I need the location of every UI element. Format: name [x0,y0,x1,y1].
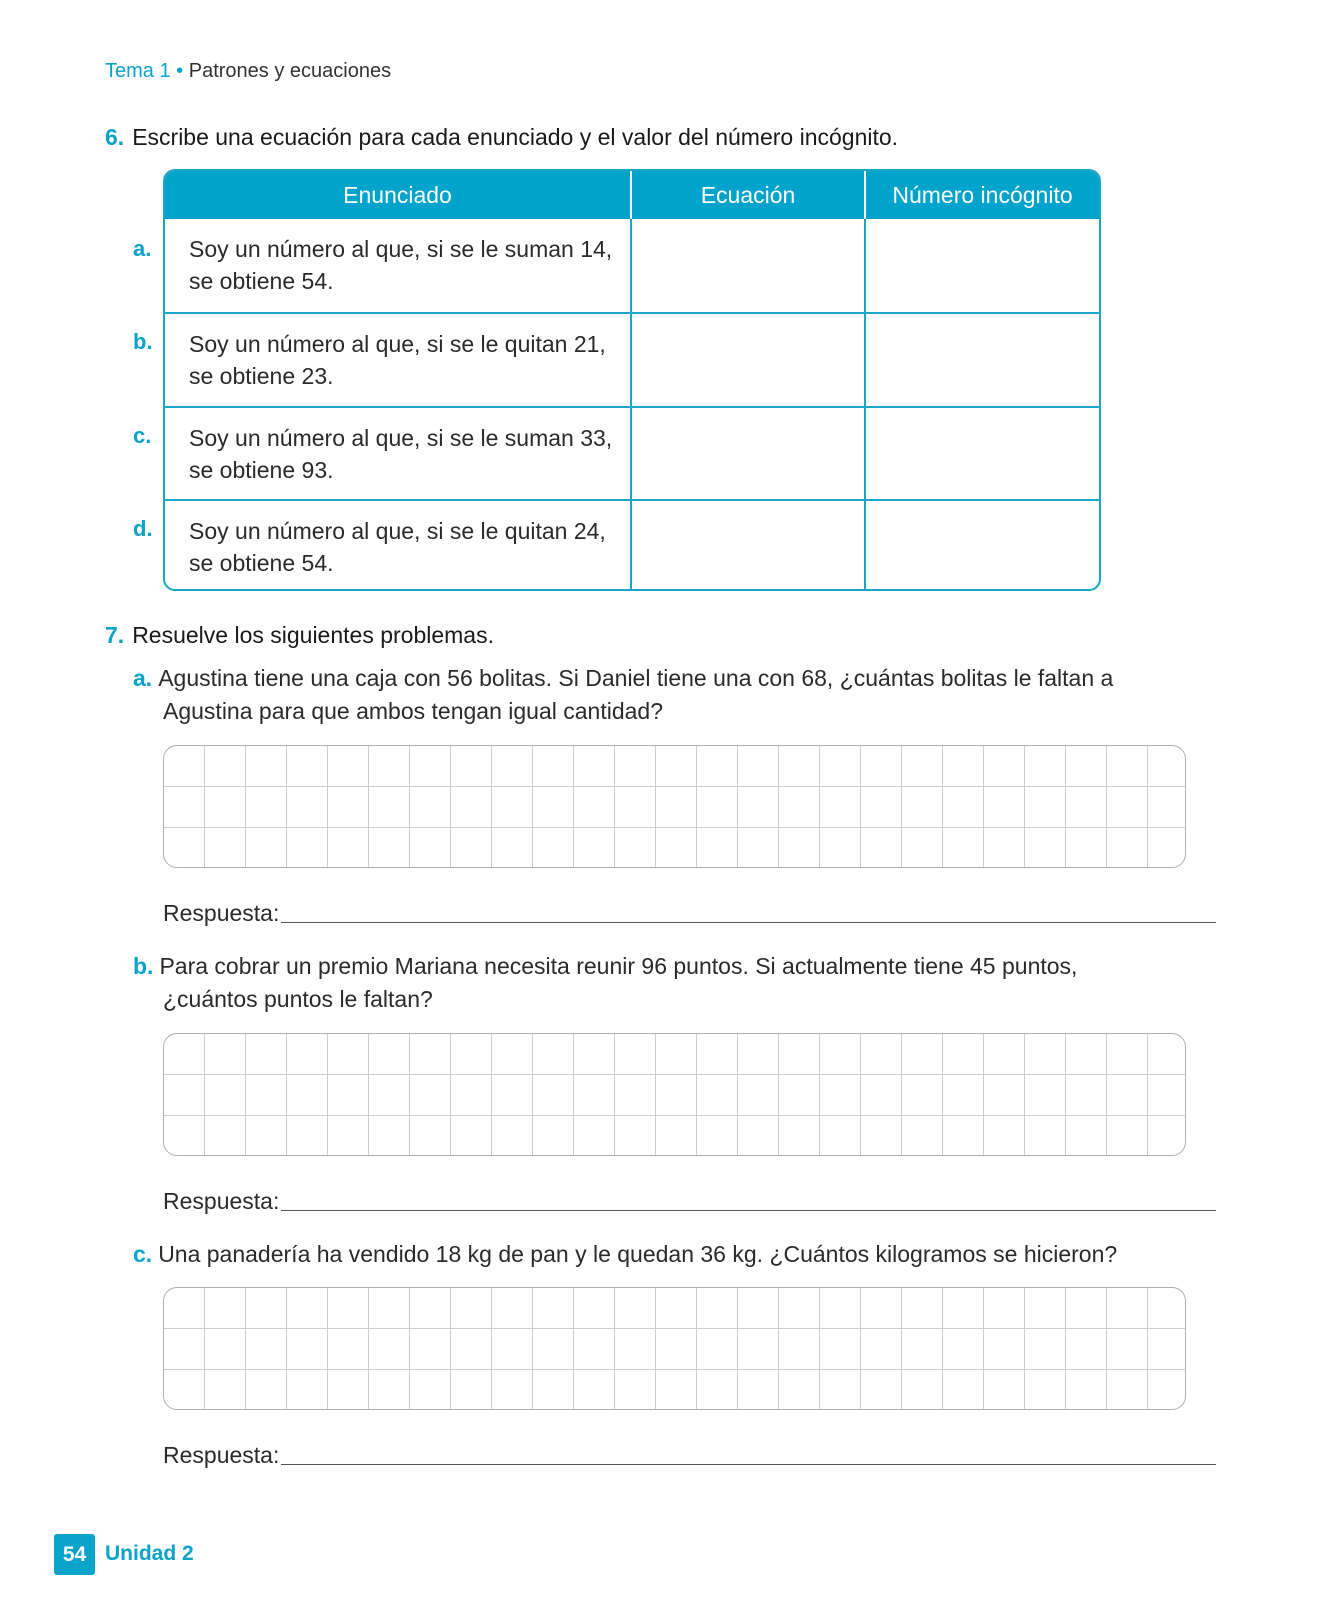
problem-text: Una panadería ha vendido 18 kg de pan y le quedan 36 kg. ¿Cuántos kilogramos se hicieron? [158,1241,1118,1267]
topic-subtitle: Patrones y ecuaciones [188,60,392,82]
problem-text: ¿cuántos puntos le faltan? [163,986,433,1012]
topic-label: Tema 1 [105,60,171,82]
statement-line: Soy un número al que, si se le suman 33, [189,425,613,451]
row-letter-b: b. [133,329,153,354]
column-header-numero-incognito: Número incógnito [892,181,1073,208]
statement-line: se obtiene 54. [189,550,334,576]
unknown-number-cell[interactable] [866,408,1099,501]
statement-cell [165,314,632,407]
statement-line: Soy un número al que, si se le quitan 21, [189,331,606,357]
row-letter-d: d. [133,516,153,541]
statement-cell [165,219,632,312]
work-grid[interactable] [163,745,1186,868]
statement-cell [165,501,632,591]
problem-letter: a. [133,665,153,691]
table-row [165,219,1099,312]
question-text: Resuelve los siguientes problemas. [132,622,494,648]
question-6-title [105,124,898,151]
problem-a [133,662,1113,728]
statement-line: se obtiene 93. [189,457,334,483]
equation-table [163,169,1101,591]
equation-cell[interactable] [632,501,866,591]
question-7-title [105,622,494,649]
statement-line: Soy un número al que, si se le suman 14, [189,236,613,262]
answer-label: Respuesta: [163,1188,280,1214]
problem-c [133,1238,1117,1271]
answer-label: Respuesta: [163,900,280,926]
answer-line[interactable] [281,922,1216,923]
work-grid[interactable] [163,1033,1186,1156]
problem-b [133,950,1077,1016]
answer-label: Respuesta: [163,1442,280,1468]
answer-line[interactable] [281,1210,1216,1211]
table-row [165,314,1099,407]
question-number: 7. [105,622,125,648]
column-header-ecuacion: Ecuación [632,171,866,219]
equation-cell[interactable] [632,314,866,407]
statement-line: Soy un número al que, si se le quitan 24, [189,518,606,544]
equation-cell[interactable] [632,219,866,312]
unit-label: Unidad 2 [105,1542,194,1565]
work-grid[interactable] [163,1287,1186,1410]
statement-cell [165,408,632,501]
unknown-number-cell[interactable] [866,501,1099,591]
page-number: 54 [54,1534,95,1575]
question-text: Escribe una ecuación para cada enunciado y el valor del número incógnito. [132,124,899,150]
table-header [165,171,1099,219]
question-number: 6. [105,124,125,150]
table-row [165,501,1099,591]
problem-letter: b. [133,953,154,979]
unknown-number-cell[interactable] [866,314,1099,407]
table-row [165,408,1099,501]
row-letter-c: c. [133,423,152,448]
column-header-enunciado: Enunciado [165,171,632,219]
unknown-number-cell[interactable] [866,219,1099,312]
header-separator: • [176,60,184,82]
statement-line: se obtiene 23. [189,363,334,389]
row-letter-a: a. [133,236,152,261]
answer-line[interactable] [281,1464,1216,1465]
equation-cell[interactable] [632,408,866,501]
problem-letter: c. [133,1241,153,1267]
page-header [105,60,391,83]
problem-text: Agustina para que ambos tengan igual cantidad? [163,698,663,724]
statement-line: se obtiene 54. [189,268,334,294]
problem-text: Agustina tiene una caja con 56 bolitas. Si Daniel tiene una con 68, ¿cuántas bolitas le faltan a [158,665,1114,691]
problem-text: Para cobrar un premio Mariana necesita reunir 96 puntos. Si actualmente tiene 45 puntos, [159,953,1078,979]
